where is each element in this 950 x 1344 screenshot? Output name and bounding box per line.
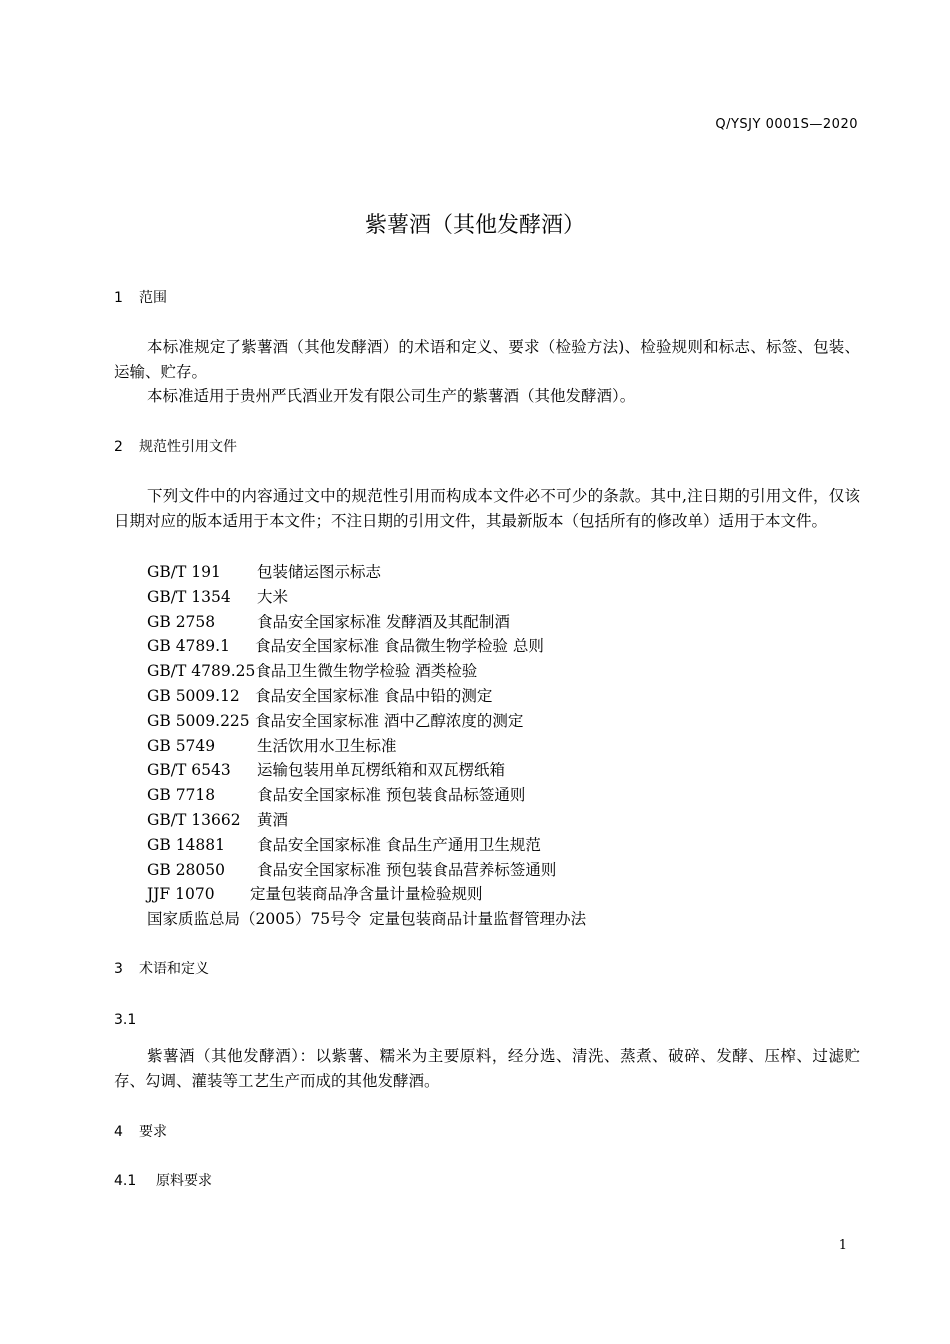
reference-code: 国家质监总局（2005）75号令 [147,910,362,929]
document-code: Q/YSJY 0001S—2020 [715,117,858,132]
reference-code: GB 5009.12 [147,686,240,705]
document-title: 紫薯酒（其他发酵酒） [364,213,585,238]
subsection-number-3-1 [114,1010,136,1030]
reference-code: GB/T 4789.25 [147,662,256,681]
scope-paragraph-1: 本标准规定了紫薯酒（其他发酵酒）的术语和定义、要求（检验方法)、检验规则和标志、标签、包装、运输、贮存。 [114,338,860,381]
reference-list [147,560,847,932]
reference-item [147,734,847,759]
reference-name: 食品安全国家标准 预包装食品营养标签通则 [257,860,557,879]
section-title: 规范性引用文件 [139,439,237,455]
reference-code: JJF 1070 [147,885,215,904]
subsection-number: 3.1 [114,1012,137,1028]
references-intro: 下列文件中的内容通过文中的规范性引用而构成本文件必不可少的条款。其中,注日期的引用文件，仅该日期对应的版本适用于本文件；不注日期的引用文件，其最新版本（包括所有的修改单）适用于本文件。 [114,487,860,530]
section-title: 要求 [139,1124,167,1140]
reference-code: GB/T 1354 [147,587,231,606]
reference-name: 食品安全国家标准 食品生产通用卫生规范 [257,835,541,854]
subsection-number: 4.1 [114,1173,137,1189]
reference-code: GB 28050 [147,860,226,879]
scope-paragraph-2: 本标准适用于贵州严氏酒业开发有限公司生产的紫薯酒（其他发酵酒）。 [147,387,636,405]
section-heading-terms [114,959,209,979]
section-heading-requirements [114,1122,167,1142]
section-title: 术语和定义 [139,961,209,977]
reference-name: 生活饮用水卫生标准 [257,736,397,755]
reference-item [147,783,847,808]
section-heading-scope [114,288,167,308]
reference-code: GB 2758 [147,612,216,631]
reference-code: GB/T 6543 [147,761,231,780]
reference-name: 食品安全国家标准 酒中乙醇浓度的测定 [255,711,524,730]
reference-item [147,808,847,833]
reference-name: 食品安全国家标准 预包装食品标签通则 [257,786,526,805]
reference-name: 食品卫生微生物学检验 酒类检验 [255,662,478,681]
reference-item [147,858,847,883]
reference-code: GB 4789.1 [147,637,230,656]
subsection-heading-raw-materials [114,1171,212,1191]
reference-code: GB 5009.225 [147,711,250,730]
reference-name: 食品安全国家标准 食品微生物学检验 总则 [255,637,544,656]
reference-code: GB/T 13662 [147,810,241,829]
reference-item [147,709,847,734]
section-title: 范围 [139,290,167,306]
section-number: 4 [114,1124,123,1140]
reference-name: 大米 [257,587,289,606]
section-number: 3 [114,961,123,977]
term-name: 紫薯酒（其他发酵酒） [147,1047,300,1065]
reference-name: 包装储运图示标志 [257,563,382,581]
reference-name: 食品安全国家标准 食品中铅的测定 [255,686,493,705]
term-definition [114,1044,860,1094]
reference-item [147,758,847,783]
reference-item [147,610,847,635]
reference-item [147,684,847,709]
reference-code: GB/T 191 [147,563,221,581]
reference-name: 黄酒 [257,810,289,829]
page-number: 1 [838,1238,847,1253]
reference-item [147,907,847,932]
reference-item [147,560,847,585]
reference-item [147,634,847,659]
reference-name: 运输包装用单瓦楞纸箱和双瓦楞纸箱 [257,761,506,780]
subsection-title: 原料要求 [156,1173,212,1189]
section-heading-normative-references [114,437,237,457]
reference-name: 定量包装商品净含量计量检验规则 [250,885,483,904]
reference-item [147,585,847,610]
reference-item [147,833,847,858]
reference-name: 食品安全国家标准 发酵酒及其配制酒 [257,612,510,631]
reference-code: GB 14881 [147,835,226,854]
section-number: 1 [114,290,123,306]
reference-name: 定量包装商品计量监督管理办法 [369,910,587,929]
reference-item [147,882,847,907]
reference-item [147,659,847,684]
term-definition-text: ：以紫薯、糯米为主要原料，经分选、清洗、蒸煮、破碎、发酵、压榨、过滤贮存、勾调、灌装等工艺生产而成的其他发酵酒。 [114,1047,860,1090]
section-number: 2 [114,439,123,455]
reference-code: GB 7718 [147,786,216,805]
reference-code: GB 5749 [147,736,216,755]
